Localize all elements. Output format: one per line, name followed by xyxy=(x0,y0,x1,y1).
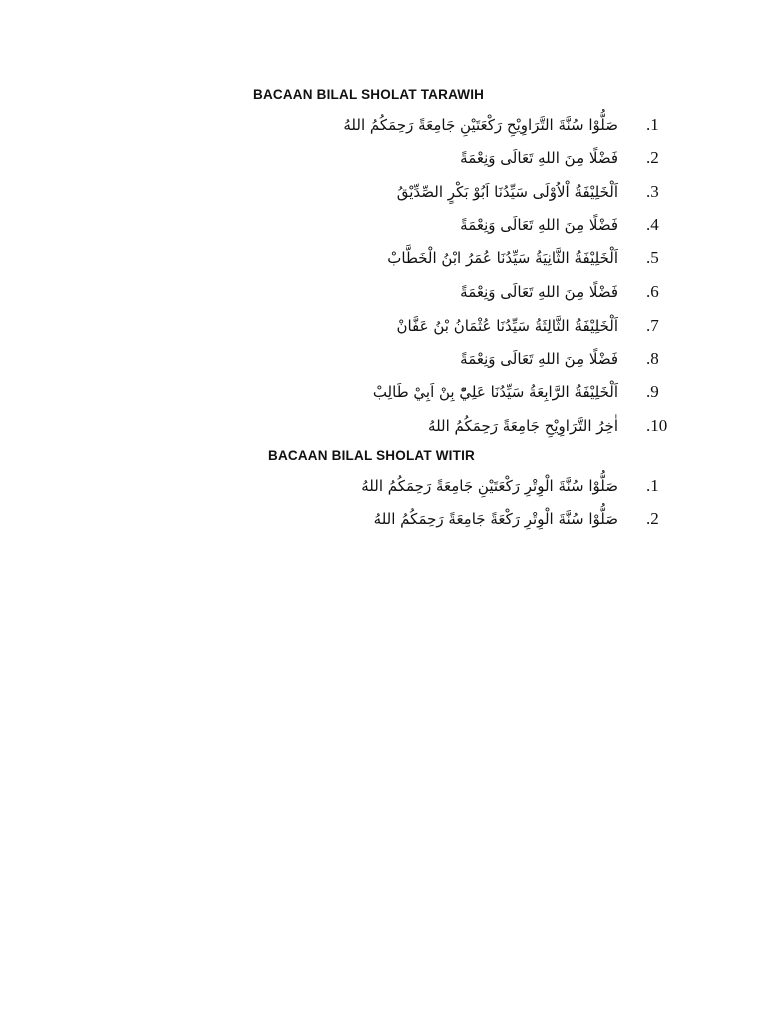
arabic-text: فَضْلًا مِنَ اللهِ تَعَالَى وَنِعْمَةً xyxy=(460,149,618,167)
item-number: .8 xyxy=(646,349,659,368)
list-item-witir-1 xyxy=(256,471,676,501)
list-item-tarawih-2 xyxy=(256,143,676,173)
list-item-tarawih-1 xyxy=(256,110,676,140)
item-number: .1 xyxy=(646,476,659,495)
item-number: .3 xyxy=(646,182,659,201)
arabic-text: فَضْلًا مِنَ اللهِ تَعَالَى وَنِعْمَةً xyxy=(460,283,618,301)
section-heading-witir: BACAAN BILAL SHOLAT WITIR xyxy=(268,448,475,463)
list-item-tarawih-4 xyxy=(256,210,676,240)
list-item-tarawih-7 xyxy=(256,311,676,341)
item-number: .2 xyxy=(646,148,659,167)
arabic-text: اَلْخَلِيْفَةُ الرَّابِعَةُ سَيِّدُنَا عَلِيّْ بِنْ اَبِيْ طَالِبْ xyxy=(372,383,618,401)
arabic-text: اَلْخَلِيْفَةُ الثَّالِثَةُ سَيِّدُنَا عُثْمَانُ بْنُ عَفَّانْ xyxy=(396,317,618,335)
item-number: .1 xyxy=(646,115,659,134)
list-item-tarawih-9 xyxy=(256,377,676,407)
list-item-tarawih-5 xyxy=(256,243,676,273)
arabic-text: اٰخِرُ التَّرَاوِيْحِ جَامِعَةً رَحِمَكُمُ اللهُ xyxy=(428,417,618,435)
item-number: .2 xyxy=(646,509,659,528)
arabic-text: صَلُّوْا سُنَّةَ الْوِتْرِ رَكْعَتَيْنِ جَامِعَةً رَحِمَكُمُ اللهُ xyxy=(361,477,618,495)
item-number: .5 xyxy=(646,248,659,267)
arabic-text: فَضْلًا مِنَ اللهِ تَعَالَى وَنِعْمَةً xyxy=(460,216,618,234)
section-heading-tarawih: BACAAN BILAL SHOLAT TARAWIH xyxy=(253,87,485,102)
arabic-text: صَلُّوْا سُنَّةَ الْوِتْرِ رَكْعَةً جَامِعَةً رَحِمَكُمُ اللهُ xyxy=(373,510,618,528)
list-item-tarawih-8 xyxy=(256,344,676,374)
item-number: .4 xyxy=(646,215,659,234)
list-item-tarawih-3 xyxy=(256,177,676,207)
item-number: .6 xyxy=(646,282,659,301)
arabic-text: فَضْلًا مِنَ اللهِ تَعَالَى وَنِعْمَةً xyxy=(460,350,618,368)
arabic-text: اَلْخَلِيْفَةُ الثَّانِيَةُ سَيِّدُنَا عُمَرُ ابْنُ الْخَطَّابْ xyxy=(387,249,618,267)
list-item-witir-2 xyxy=(256,504,676,534)
item-number: .9 xyxy=(646,382,659,401)
item-number: .7 xyxy=(646,316,659,335)
list-item-tarawih-6 xyxy=(256,277,676,307)
item-number: .10 xyxy=(646,416,668,435)
arabic-text: صَلُّوْا سُنَّةَ التَّرَاوِيْحِ رَكْعَتَيْنِ جَامِعَةً رَحِمَكُمُ اللهُ xyxy=(343,116,618,134)
arabic-text: اَلْخَلِيْفَةُ اْلاُوْلَى سَيِّدُنَا اَبُوْ بَكْرٍ الصِّدِّيْقُ xyxy=(396,183,618,201)
list-item-tarawih-10 xyxy=(256,411,676,441)
